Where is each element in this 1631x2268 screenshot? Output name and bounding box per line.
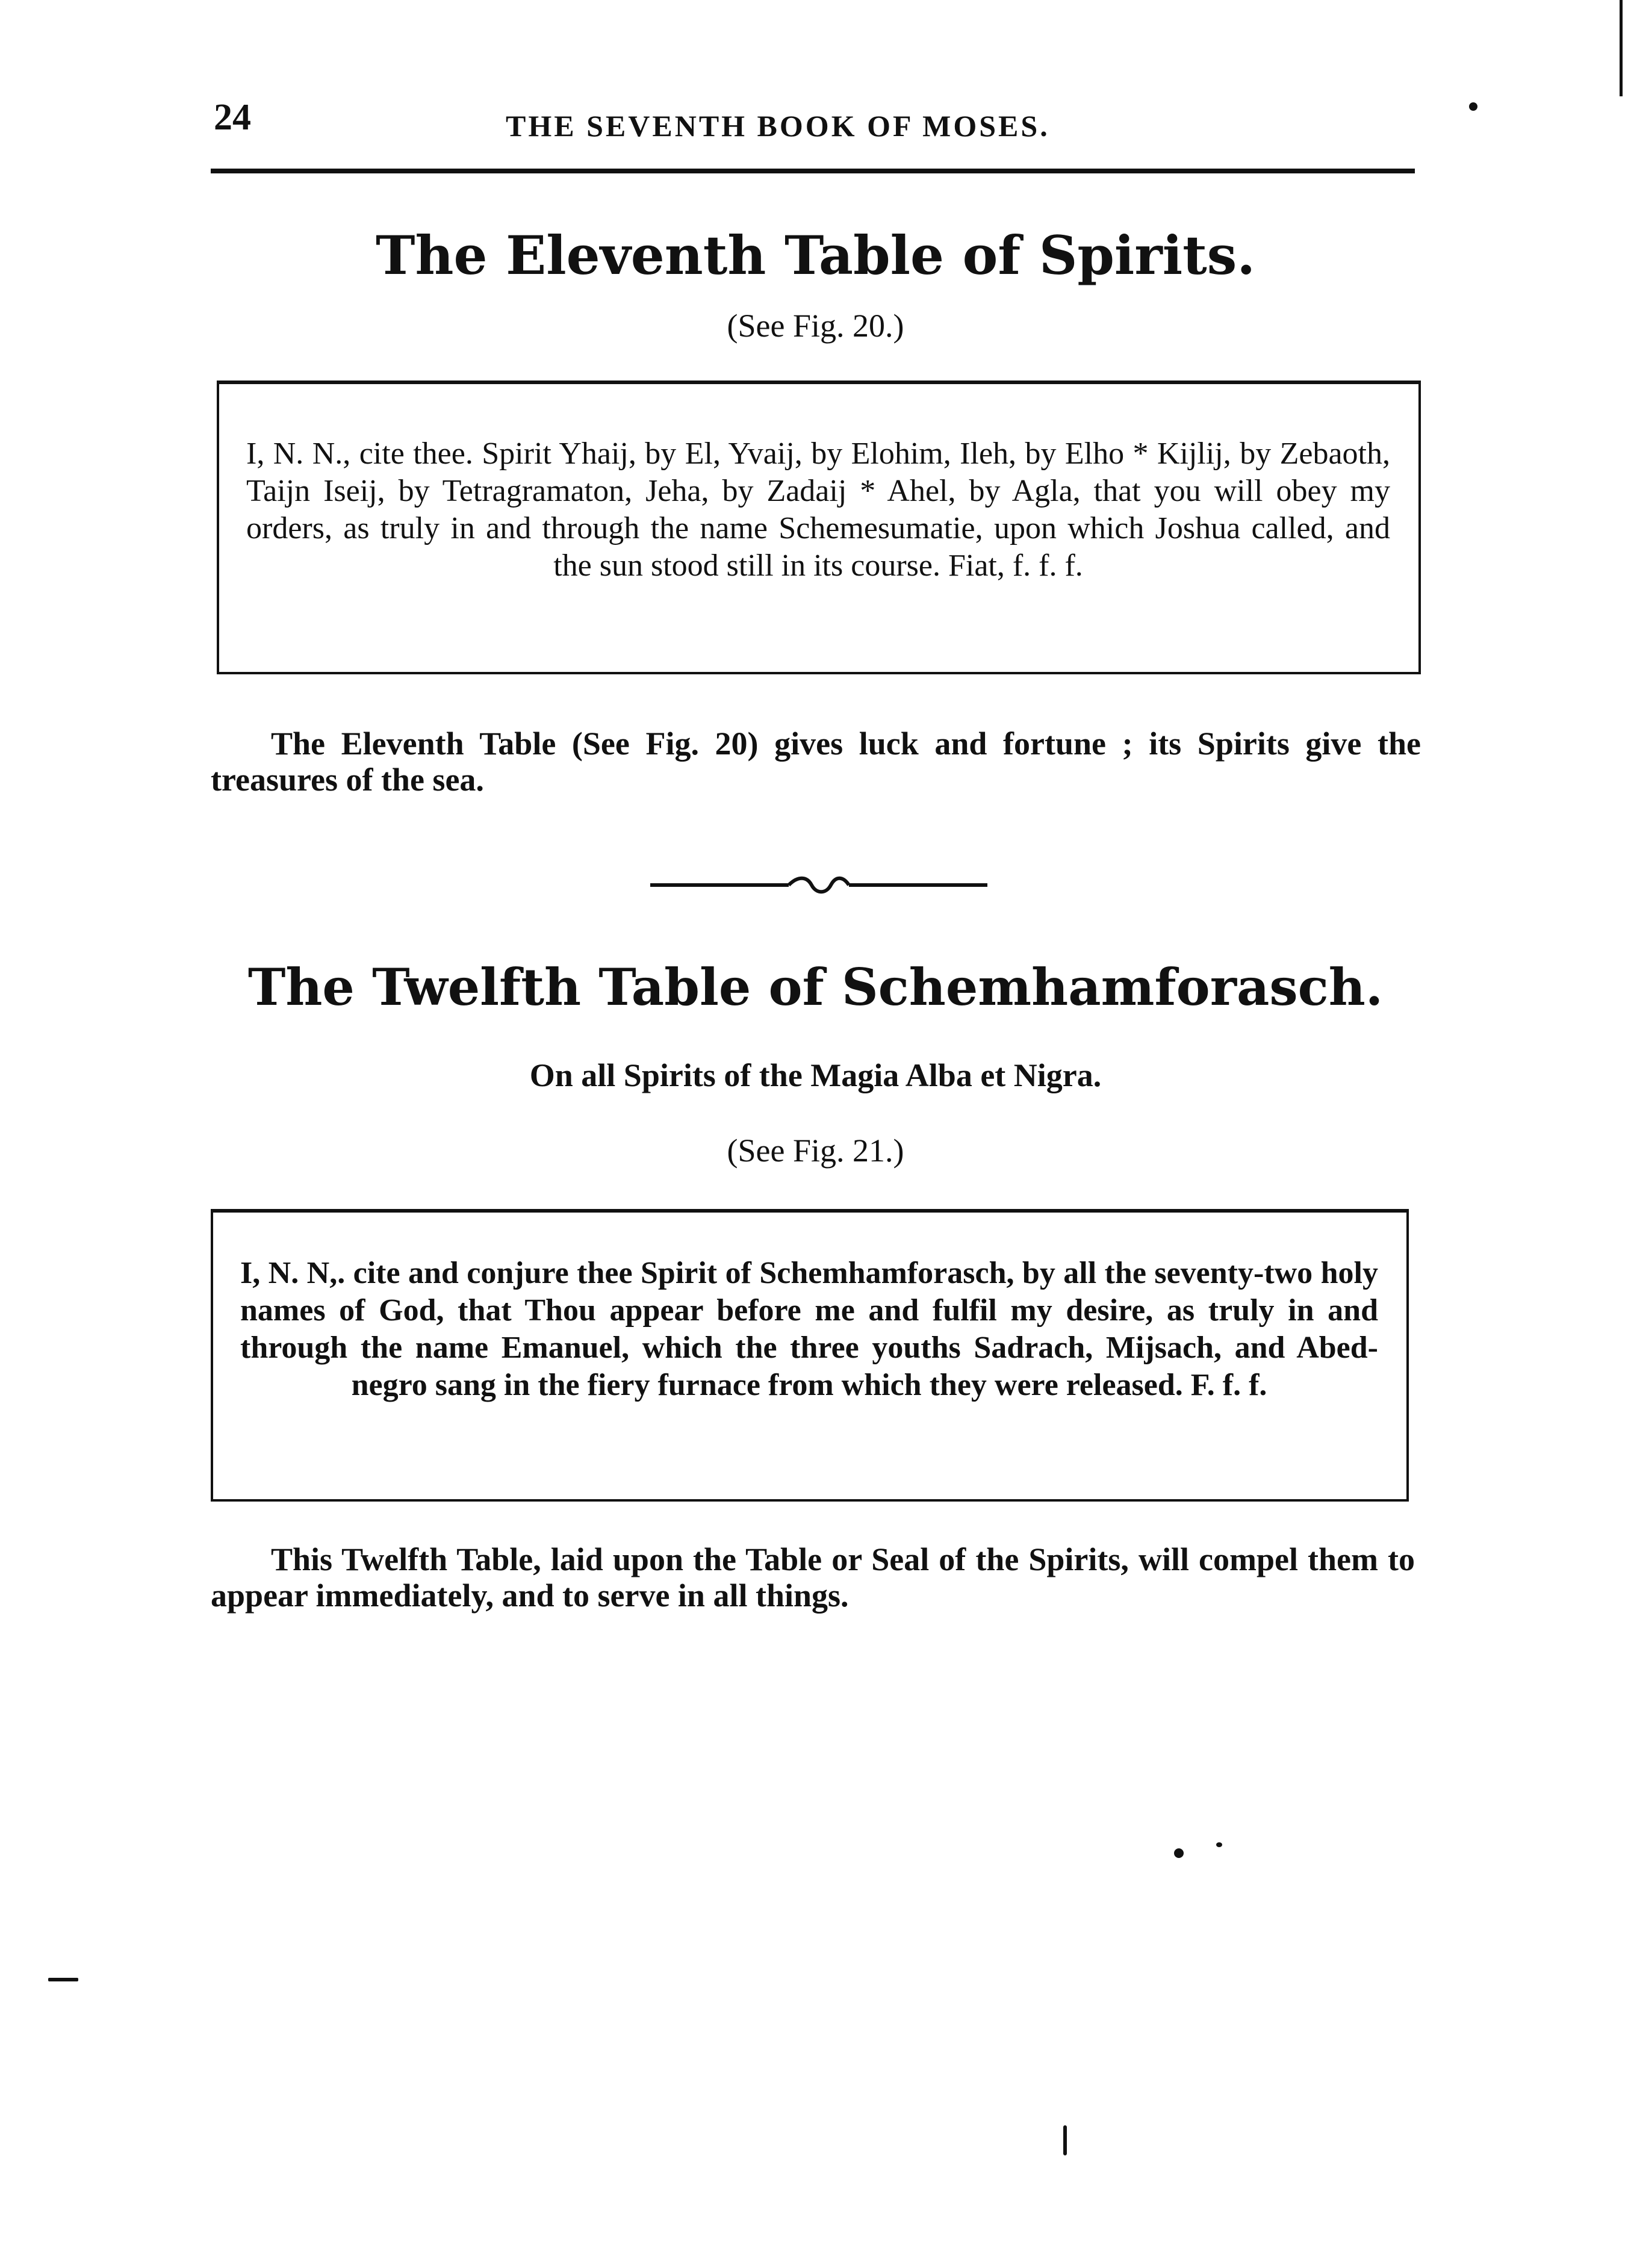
scan-speck bbox=[48, 1978, 78, 1981]
scan-speck bbox=[1620, 0, 1623, 96]
twelfth-table-title: The Twelfth Table of Schemhamforasch. bbox=[247, 957, 1384, 1017]
twelfth-incantation-text: I, N. N,. cite and conjure thee Spirit of Schemhamforasch, by all the seventy-two holy names of God, that Thou appear before me and fulfil my desire, as truly in and through the name Emanuel, which the three youths Sadrach, Mijsach, and Abed-negro sang in the fiery furnace from which they were released. F. f. f. bbox=[240, 1256, 1378, 1402]
eleventh-table-title: The Eleventh Table of Spirits. bbox=[376, 224, 1255, 287]
scan-speck bbox=[1174, 1848, 1184, 1858]
header-rule bbox=[211, 169, 1415, 173]
eleventh-incantation-box bbox=[217, 381, 1421, 674]
page-number: 24 bbox=[214, 97, 251, 138]
scan-speck bbox=[1216, 1842, 1222, 1847]
scan-speck bbox=[1063, 2125, 1067, 2155]
twelfth-description: This Twelfth Table, laid upon the Table or Seal of the Spirits, will compel them to appear immediately, and to serve in all things. bbox=[211, 1541, 1415, 1614]
ornament-divider bbox=[650, 873, 987, 897]
scan-speck bbox=[1469, 102, 1477, 111]
twelfth-subtitle: On all Spirits of the Magia Alba et Nigra. bbox=[529, 1057, 1102, 1093]
eleventh-fig-reference: (See Fig. 20.) bbox=[727, 308, 904, 344]
running-title: THE SEVENTH BOOK OF MOSES. bbox=[506, 109, 1050, 143]
eleventh-description: The Eleventh Table (See Fig. 20) gives luck and fortune ; its Spirits give the treasures of the sea. bbox=[211, 725, 1421, 798]
twelfth-incantation-box bbox=[211, 1209, 1409, 1502]
twelfth-fig-reference: (See Fig. 21.) bbox=[727, 1132, 904, 1169]
eleventh-incantation-text: I, N. N., cite thee. Spirit Yhaij, by El, Yvaij, by Elohim, Ileh, by Elho * Kijlij, by Zebaoth, Taijn Iseij, by Tetragramaton, Jeha, by Zadaij * Ahel, by Agla, that you will obey my orders, as truly in and through the name Schemesumatie, upon which Joshua called, and the sun stood still in its course. Fiat, f. f. f. bbox=[246, 437, 1390, 583]
